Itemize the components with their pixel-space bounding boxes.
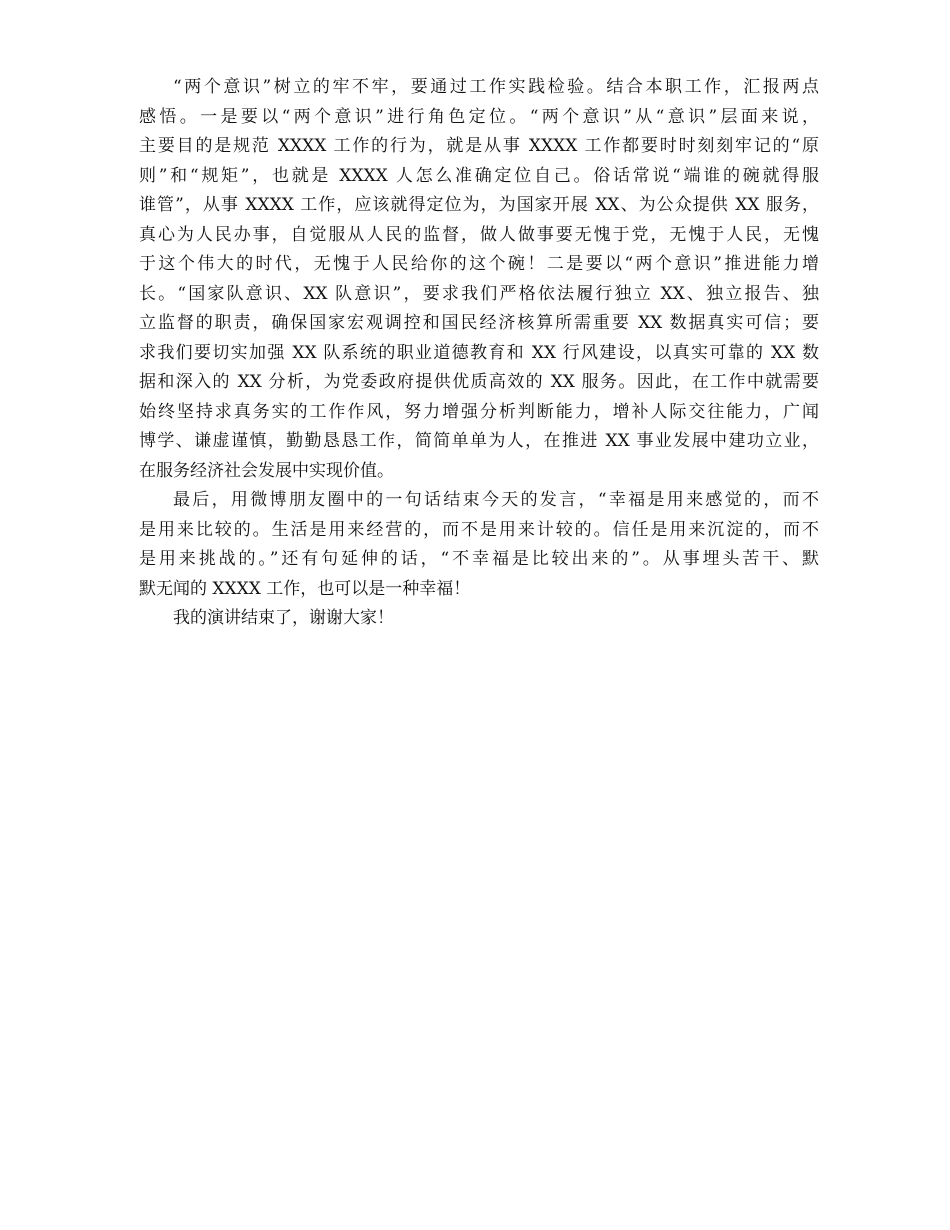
paragraph-1 [139,73,819,486]
text-line: 于这个伟大的时代，无愧于人民给你的这个碗！二是要以“两个意识”推进能力增 [139,254,819,274]
text-line: 则”和“规矩”，也就是 XXXX 人怎么准确定位自己。俗话常说“端谁的碗就得服 [139,165,819,186]
text-line: 我的演讲结束了，谢谢大家！ [173,608,394,628]
text-line: 默无闻的 XXXX 工作，也可以是一种幸福！ [139,578,471,599]
text-line: 始终坚持求真务实的工作作风，努力增强分析判断能力，增补人际交往能力，广闻 [139,401,819,422]
paragraph-3 [139,604,819,634]
text-line: 在服务经济社会发展中实现价值。 [139,460,394,481]
text-line: 长。“国家队意识、XX 队意识”，要求我们严格依法履行独立 XX、独立报告、独 [139,283,819,304]
text-line: 据和深入的 XX 分析，为党委政府提供优质高效的 XX 服务。因此，在工作中就需要 [139,372,819,392]
text-line: 真心为人民办事，自觉服从人民的监督，做人做事要无愧于党，无愧于人民，无愧 [139,224,819,245]
text-line: 博学、谦虚谨慎，勤勤恳恳工作，简简单单为人，在推进 XX 事业发展中建功立业， [139,431,819,451]
text-line: 是用来挑战的。”还有句延伸的话，“不幸福是比较出来的”。从事埋头苦干、默 [139,549,819,569]
text-line: 立监督的职责，确保国家宏观调控和国民经济核算所需重要 XX 数据真实可信；要 [139,313,819,333]
document-body [139,73,819,634]
text-line: 求我们要切实加强 XX 队系统的职业道德教育和 XX 行风建设，以真实可靠的 XX 数 [139,342,819,363]
text-line: 谁管”，从事 XXXX 工作，应该就得定位为，为国家开展 XX、为公众提供 XX 服务， [139,195,819,215]
text-line: 感悟。一是要以“两个意识”进行角色定位。“两个意识”从“意识”层面来说， [139,106,819,127]
text-line: 是用来比较的。生活是用来经营的，而不是用来计较的。信任是用来沉淀的，而不 [139,519,819,540]
text-line: 最后，用微博朋友圈中的一句话结束今天的发言，“幸福是用来感觉的，而不 [173,490,819,510]
text-line: “两个意识”树立的牢不牢，要通过工作实践检验。结合本职工作，汇报两点 [173,77,819,97]
paragraph-2 [139,486,819,604]
text-line: 主要目的是规范 XXXX 工作的行为，就是从事 XXXX 工作都要时时刻刻牢记的“原 [139,136,819,156]
